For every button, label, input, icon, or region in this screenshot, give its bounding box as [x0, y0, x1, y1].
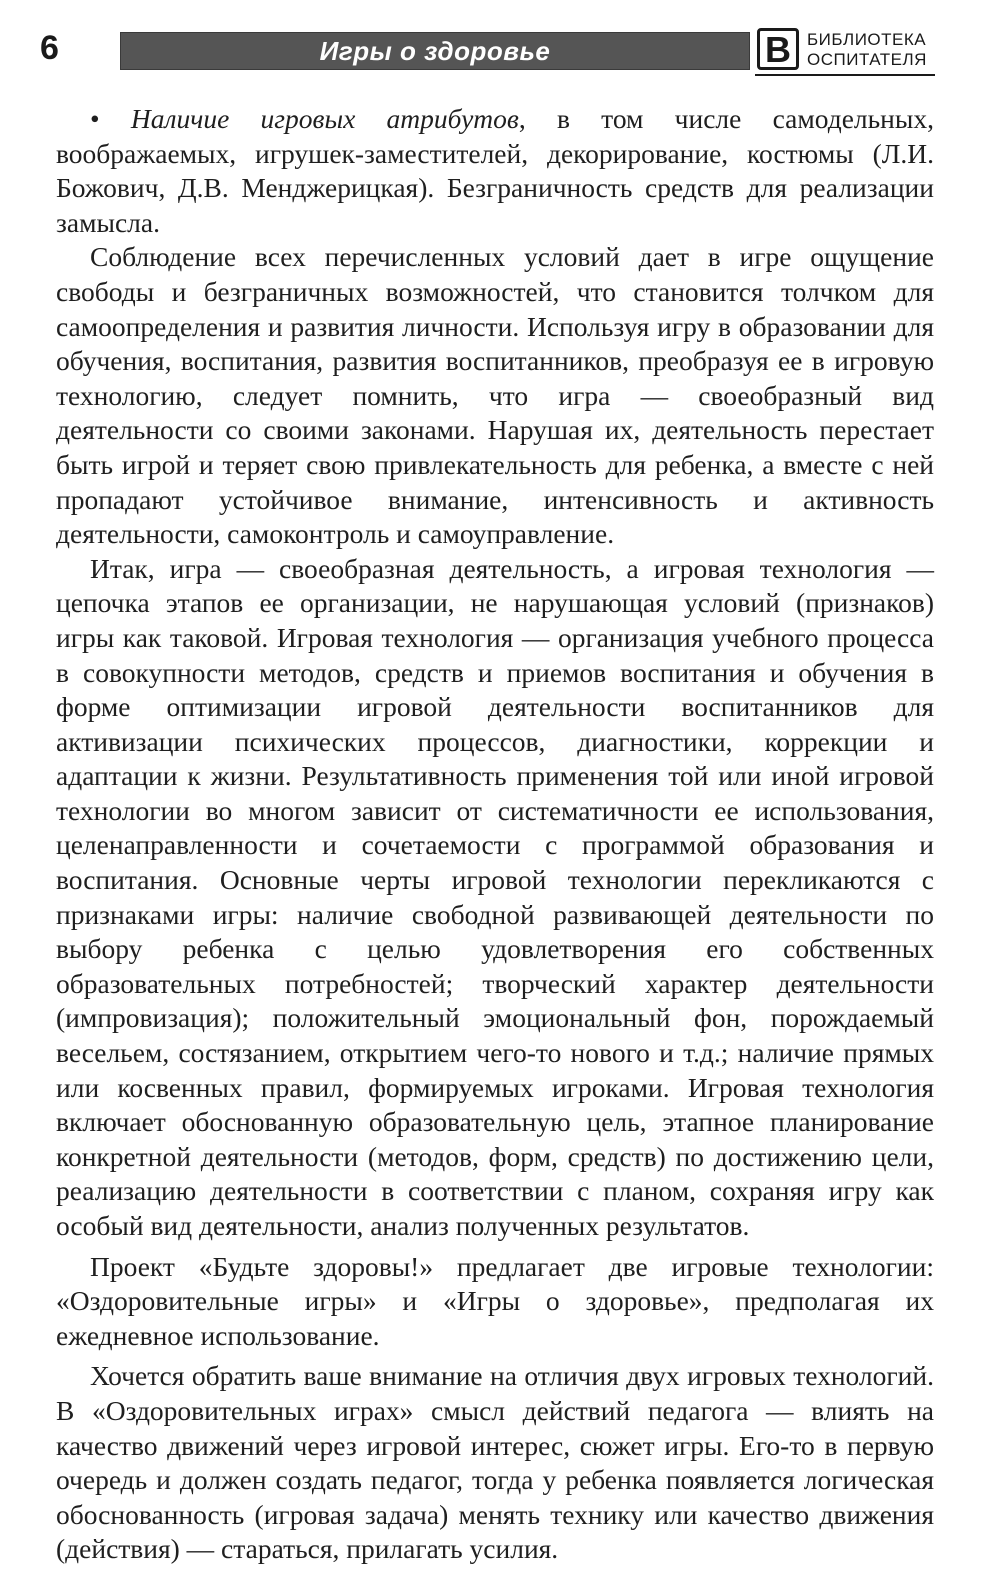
page-number: 6: [40, 29, 59, 67]
bullet-item: [56, 102, 934, 240]
series-logo-letter: В: [757, 28, 799, 70]
series-logo-line-2: ОСПИТАТЕЛЯ: [807, 50, 927, 69]
bullet-text: , в том числе самодельных, воображаемых, игрушек-заместителей, декорирование, костюмы (Л.И. Божович, Д.В. Менджерицкая). Безграничность средств для реализации замысла.: [56, 103, 934, 238]
paragraph: Проект «Будьте здоровы!» предлагает две игровые технологии: «Оздоровительные игры» и «Игры о здоровье», предполагая их ежедневное использование.: [56, 1250, 934, 1351]
paragraph: Итак, игра — своеобразная деятельность, а игровая технология — цепочка этапов ее организации, не нарушающая условий (признаков) игры как таковой. Игровая технология — организация учебного процесса в совокупности методов, средств и приемов воспитания и обучения в форме оптимизации игровой деятельности воспитанников для активизации психических процессов, диагностики, коррекции и адаптации к жизни. Результативность применения той или иной игровой технологии во многом зависит от систематичности ее использования, целенаправленности и сочетаемости с программой образования и воспитания. Основные черты игровой технологии перекликаются с признаками игры: наличие свободной развивающей деятельности по выбору ребенка с целью удовлетворения его собственных образовательных потребностей; творческий характер деятельности (импровизация); положительный эмоциональный фон, порождаемый весельем, состязанием, открытием чего-то нового и т.д.; наличие прямых или косвенных правил, формируемых игроками. Игровая технология включает обоснованную образовательную цель, этапное планирование конкретной деятельности (методов, форм, средств) по достижению цели, реализацию деятельности в соответствии с планом, сохраняя игру как особый вид деятельности, анализ полученных результатов.: [56, 552, 934, 1241]
running-title: Игры о здоровье: [319, 36, 551, 66]
bullet-marker: •: [90, 103, 100, 134]
paragraph: Хочется обратить ваше внимание на отличия двух игровых технологий. В «Оздоровительных играх» смысл действий педагога — влиять на качество движений через игровой интерес, сюжет игры. Его-то в первую очередь и должен создать педагог, тогда у ребенка появляется логическая обоснованность (игровая задача) менять технику или качество движения (действия) — стараться, прилагать усилия.: [56, 1360, 934, 1565]
bullet-term: Наличие игровых атрибутов: [130, 103, 519, 134]
body-text: [56, 102, 934, 1567]
series-logo-line-1: БИБЛИОТЕКА: [807, 30, 927, 49]
series-logo: [755, 26, 955, 80]
paragraph: Соблюдение всех перечисленных условий дает в игре ощущение свободы и безграничных возможностей, что становится толчком для самоопределения и развития личности. Используя игру в образовании для обучения, воспитания, развития воспитанников, преобразуя ее в игровую технологию, следует помнить, что игра — своеобразный вид деятельности со своими законами. Нарушая их, деятельность перестает быть игрой и теряет свою привлекательность для ребенка, а вместе с ней пропадают устойчивое внимание, интенсивность и активность деятельности, самоконтроль и самоуправление.: [56, 241, 934, 550]
series-logo-rule: [755, 74, 935, 76]
page-header: [0, 0, 1000, 90]
